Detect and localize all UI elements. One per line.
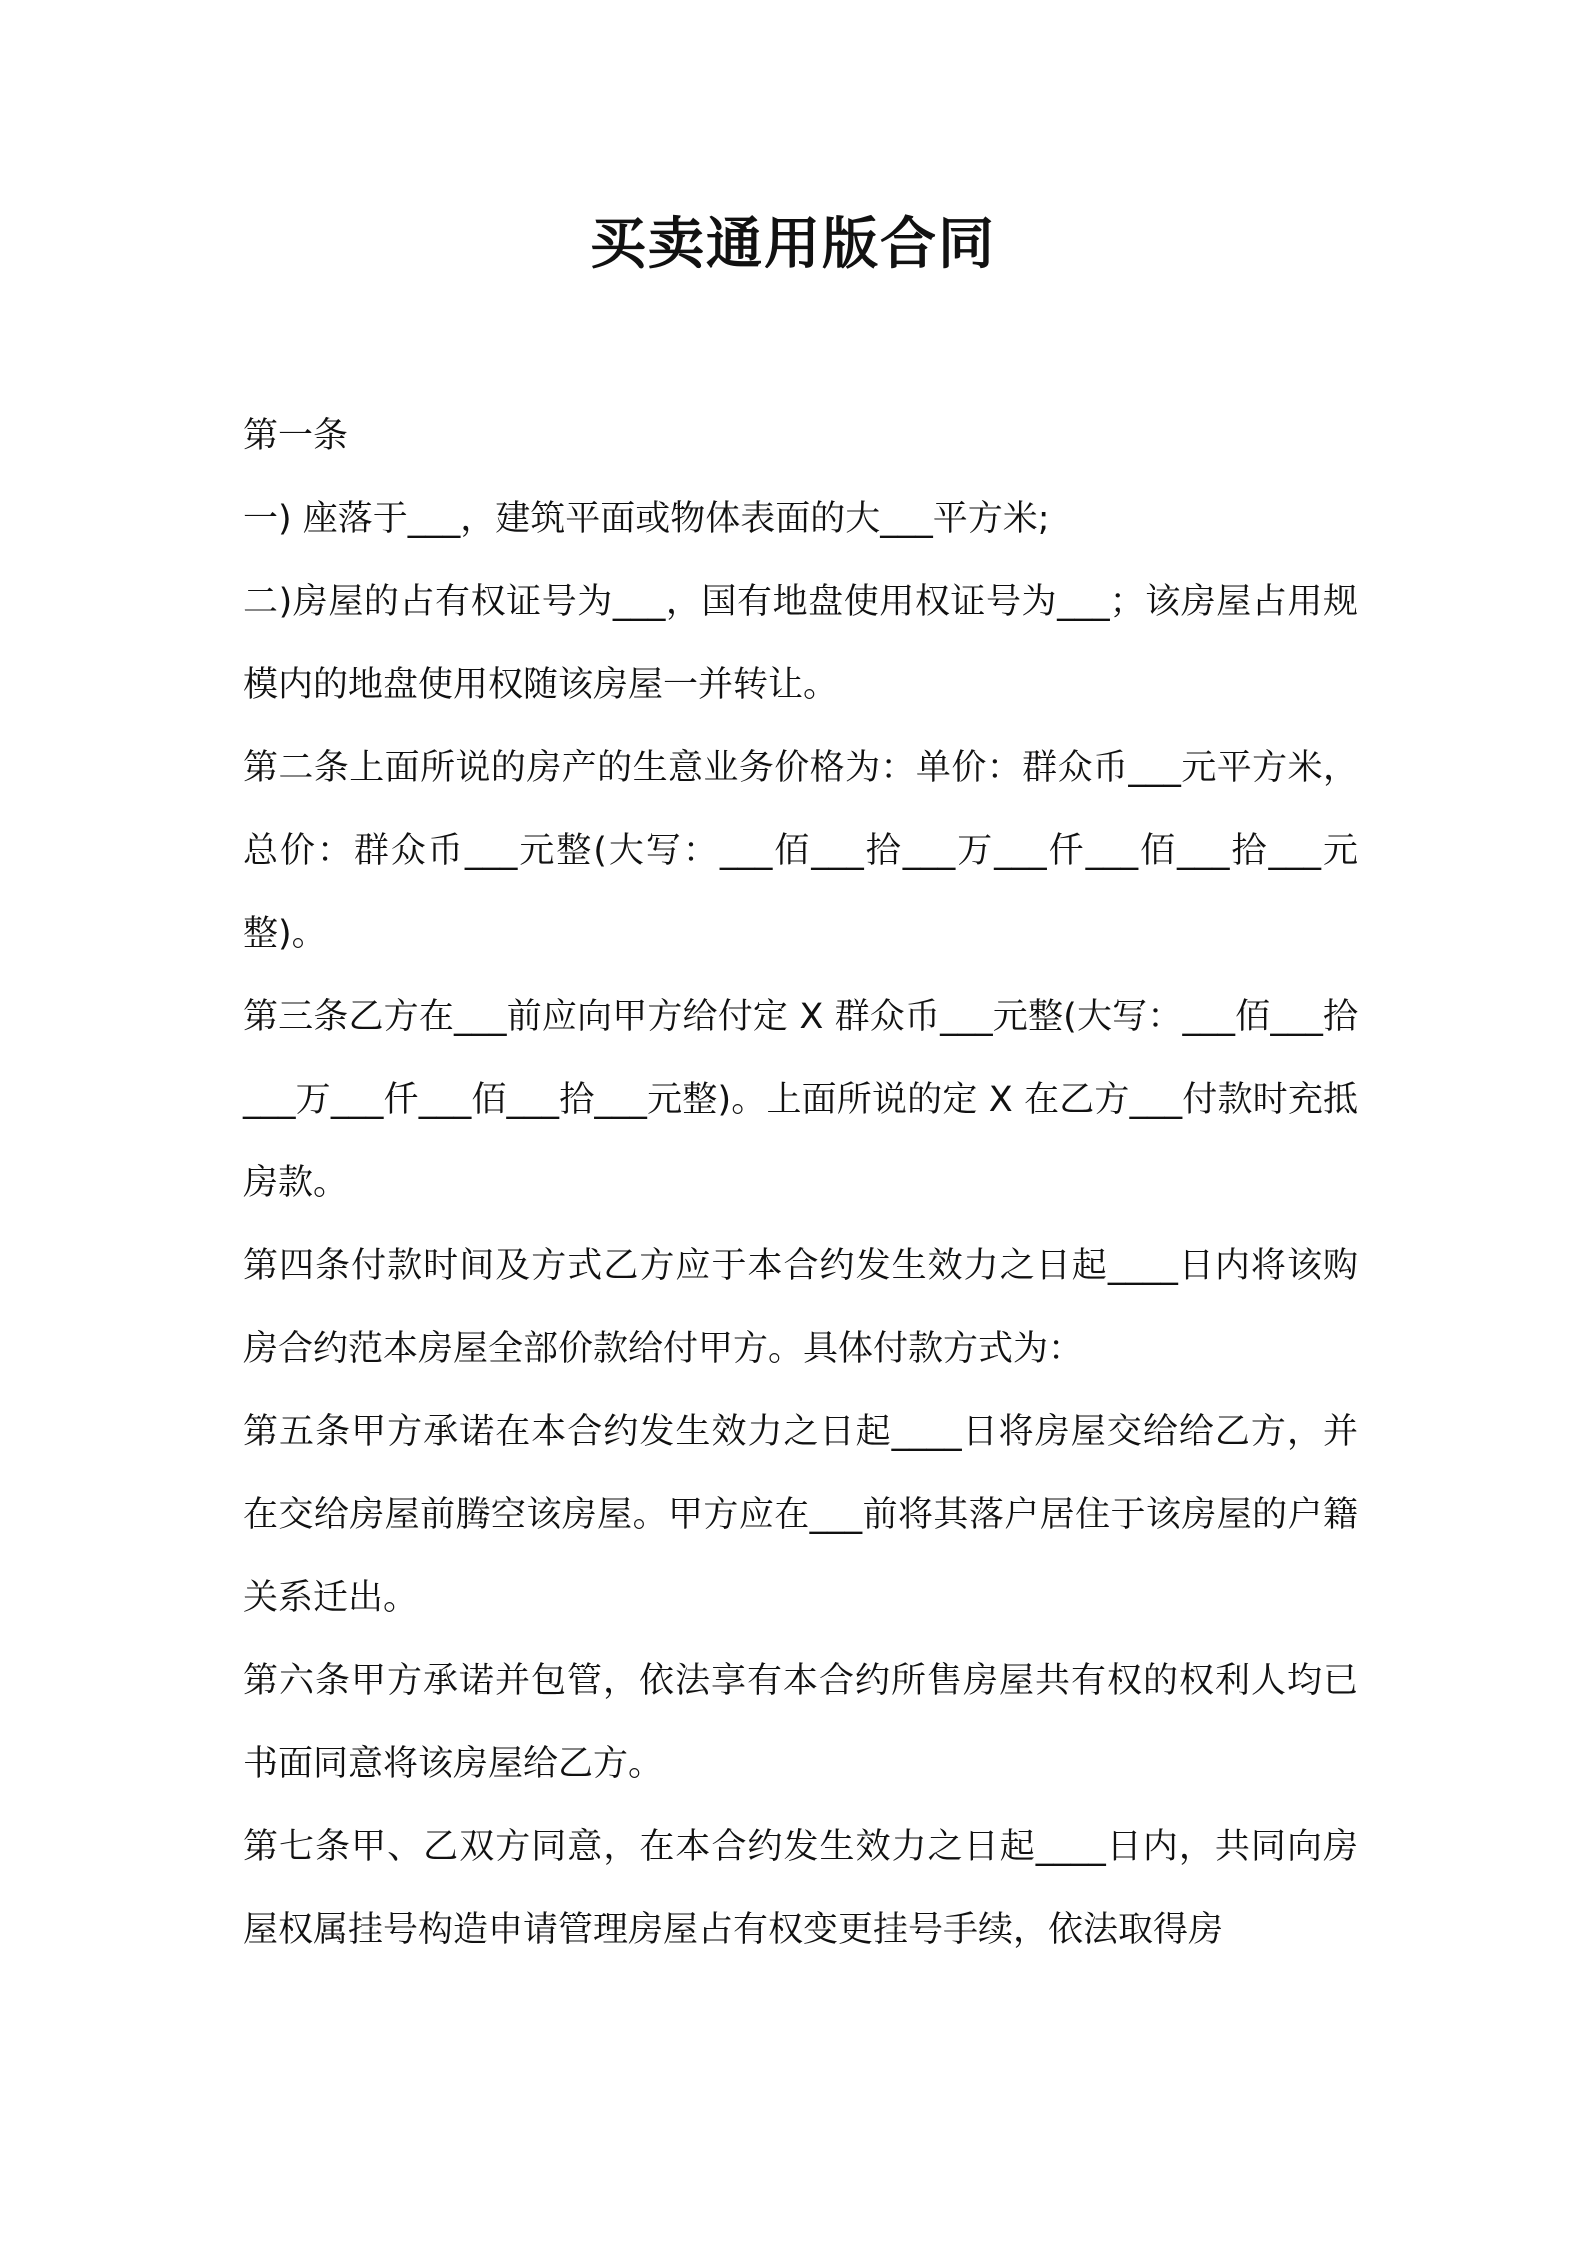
document-title: 买卖通用版合同 xyxy=(590,212,996,277)
clause-4: 第四条付款时间及方式乙方应于本合约发生效力之日起____日内将该购房合约范本房屋全部价款给付甲方。具体付款方式为： xyxy=(243,1246,1358,1369)
clause-6: 第六条甲方承诺并包管，依法享有本合约所售房屋共有权的权利人均已书面同意将该房屋给乙方。 xyxy=(243,1661,1358,1784)
clause-1-item-2: 二)房屋的占有权证号为___，国有地盘使用权证号为___；该房屋占用规模内的地盘使用权随该房屋一并转让。 xyxy=(243,582,1358,705)
clause-1-item-1: 一) 座落于___，建筑平面或物体表面的大___平方米; xyxy=(243,499,1050,539)
clause-1-heading: 第一条 xyxy=(243,416,349,456)
clause-7: 第七条甲、乙双方同意，在本合约发生效力之日起____日内，共同向房屋权属挂号构造申请管理房屋占有权变更挂号手续，依法取得房 xyxy=(243,1827,1358,1950)
clause-2: 第二条上面所说的房产的生意业务价格为：单价：群众币___元平方米，总价：群众币___元整(大写：___佰___拾___万___仟___佰___拾___元整)。 xyxy=(243,748,1358,954)
clause-3: 第三条乙方在___前应向甲方给付定 X 群众币___元整(大写：___佰___拾___万___仟___佰___拾___元整)。上面所说的定 X 在乙方___付款时充抵房款。 xyxy=(243,997,1358,1203)
clause-5: 第五条甲方承诺在本合约发生效力之日起____日将房屋交给给乙方，并在交给房屋前腾空该房屋。甲方应在___前将其落户居住于该房屋的户籍关系迁出。 xyxy=(243,1412,1358,1618)
document-body xyxy=(243,395,1358,1972)
